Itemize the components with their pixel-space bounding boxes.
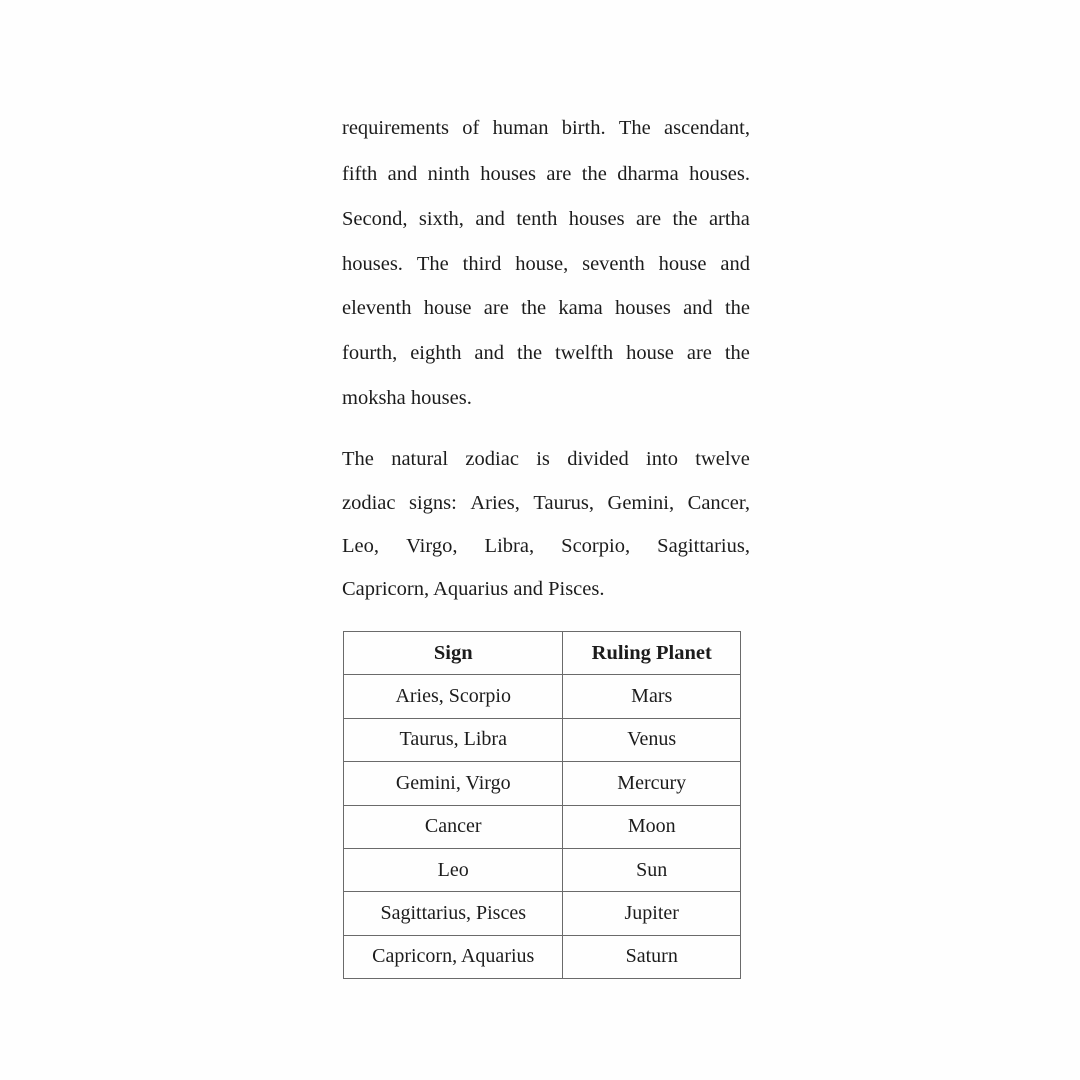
sign-cell: Taurus, Libra [344,718,563,761]
text-line: requirements of human birth. The ascendant, [342,117,750,139]
text-line: zodiac signs: Aries, Taurus, Gemini, Cancer, [342,492,750,514]
planet-cell: Saturn [563,935,741,978]
sign-cell: Gemini, Virgo [344,762,563,805]
text-line: houses. The third house, seventh house and [342,253,750,275]
table-row [344,718,741,761]
text-line: fourth, eighth and the twelfth house are the [342,342,750,364]
sign-cell: Capricorn, Aquarius [344,935,563,978]
text-line: Capricorn, Aquarius and Pisces. [342,578,605,600]
planet-cell: Moon [563,805,741,848]
table-header-row [344,632,741,675]
sign-cell: Leo [344,848,563,891]
column-header-ruling-planet: Ruling Planet [563,632,741,675]
planet-cell: Jupiter [563,892,741,935]
column-header-sign: Sign [344,632,563,675]
text-line: fifth and ninth houses are the dharma houses. [342,163,750,185]
text-line: The natural zodiac is divided into twelve [342,448,750,470]
planet-cell: Mercury [563,762,741,805]
sign-ruling-planet-table [343,631,741,979]
table-row [344,935,741,978]
table-row [344,762,741,805]
table-row [344,848,741,891]
table-row [344,675,741,718]
sign-cell: Sagittarius, Pisces [344,892,563,935]
text-line: Leo, Virgo, Libra, Scorpio, Sagittarius, [342,535,750,557]
sign-cell: Aries, Scorpio [344,675,563,718]
text-line: eleventh house are the kama houses and the [342,297,750,319]
planet-cell: Sun [563,848,741,891]
text-line: Second, sixth, and tenth houses are the artha [342,208,750,230]
planet-cell: Venus [563,718,741,761]
text-line: moksha houses. [342,387,472,409]
table-row [344,892,741,935]
table-row [344,805,741,848]
planet-cell: Mars [563,675,741,718]
sign-cell: Cancer [344,805,563,848]
